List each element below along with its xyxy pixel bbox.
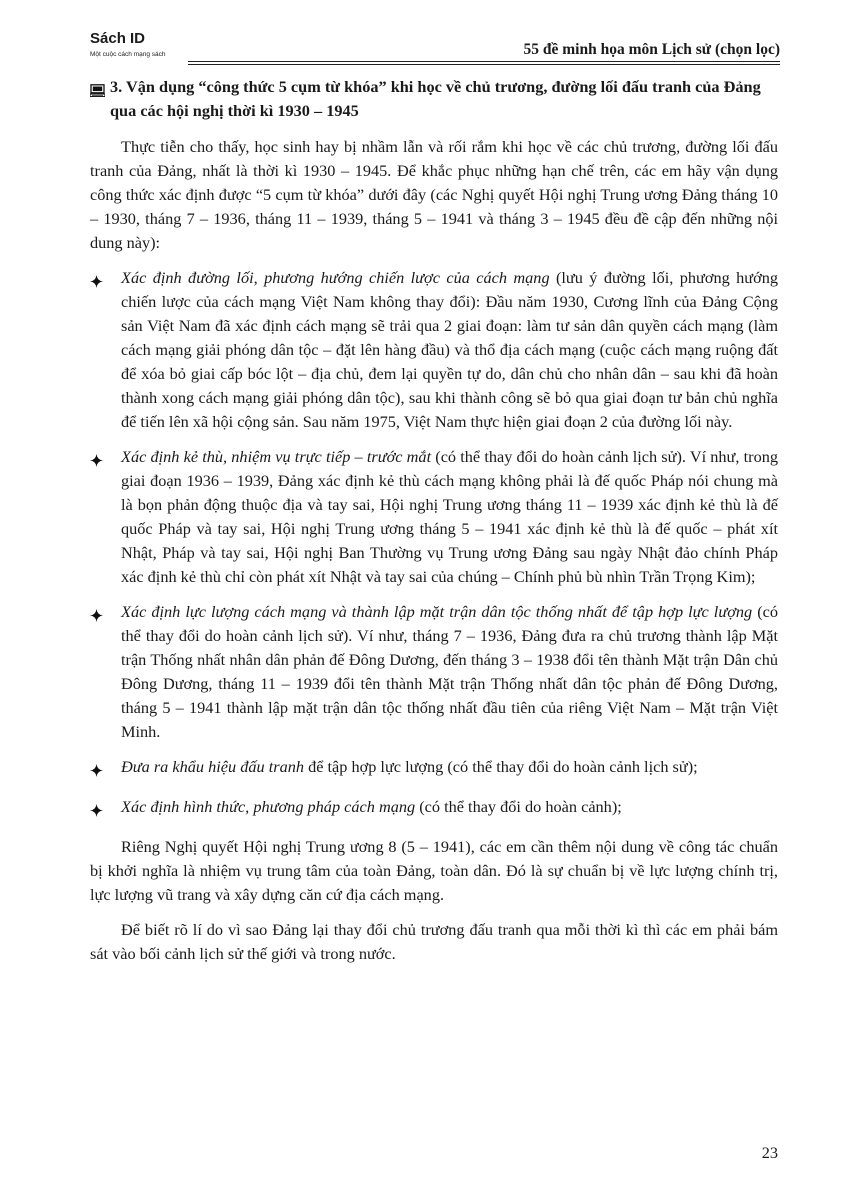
intro-paragraph: Thực tiễn cho thấy, học sinh hay bị nhầm lẫn và rối rắm khi học về các chủ trương, đường lối đấu tranh của Đảng, nhất là thời kì 1930 – 1945. Để khắc phục những hạn chế trên, các em hãy vận dụng công thức xác định được “5 cụm từ khóa” dưới đây (các Nghị quyết Hội nghị Trung ương Đảng tháng 10 – 1930, tháng 7 – 1936, tháng 11 – 1939, tháng 5 – 1941 và tháng 3 – 1945 đều đề cập đến những nội dung này): <box>90 137 778 252</box>
list-item-text <box>121 600 778 744</box>
list-item-detail: (có thể thay đổi do hoàn cảnh lịch sử). Ví như, trong giai đoạn 1936 – 1939, Đảng xác định kẻ thù cách mạng không phải là đế quốc Pháp nói chung mà là bọn phản động thuộc địa và tay sai, Hội nghị Trung ương tháng 11 – 1939 xác định kẻ thù là đế quốc Pháp và tay sai, Hội nghị Trung ương tháng 5 – 1941 xác định kẻ thù là đế quốc – phát xít Nhật, Pháp và tay sai, Hội nghị Ban Thường vụ Trung ương Đảng sau ngày Nhật đảo chính Pháp xác định kẻ thù chỉ còn phát xít Nhật và tay sai của chúng – Chính phủ bù nhìn Trần Trọng Kim); <box>121 447 778 586</box>
diamond-bullet-icon <box>90 795 121 824</box>
key-phrase: Đưa ra khẩu hiệu đấu tranh <box>121 757 304 776</box>
header-rule-thick <box>188 61 780 62</box>
list-item <box>90 755 778 784</box>
list-item-text <box>121 795 778 824</box>
section-heading-text: 3. Vận dụng “công thức 5 cụm từ khóa” khi học về chủ trương, đường lối đấu tranh của Đảng qua các hội nghị thời kì 1930 – 1945 <box>110 77 761 120</box>
diamond-bullet-icon <box>90 266 121 434</box>
book-title: 55 đề minh họa môn Lịch sử (chọn lọc) <box>523 41 780 58</box>
page-number: 23 <box>761 1143 778 1162</box>
context-paragraph: Để biết rõ lí do vì sao Đảng lại thay đổi chủ trương đấu tranh qua mỗi thời kì thì các em phải bám sát vào bối cảnh lịch sử thế giới và trong nước. <box>90 920 778 963</box>
diamond-bullet-icon <box>90 755 121 784</box>
list-item <box>90 266 778 434</box>
list-item-detail: (có thể thay đổi do hoàn cảnh lịch sử). Ví như, tháng 7 – 1936, Đảng đưa ra chủ trương thành lập Mặt trận Thống nhất nhân dân phản đế Đông Dương, đến tháng 3 – 1938 đổi tên thành Mặt trận Dân chủ Đông Dương, tháng 11 – 1939 đổi tên thành Mặt trận Thống nhất dân tộc phản đế Đông Dương, tháng 5 – 1941 thành lập mặt trận dân tộc thống nhất đầu tiên của riêng Việt Nam – Mặt trận Việt Minh. <box>121 602 778 741</box>
list-item-text <box>121 445 778 589</box>
list-item-text <box>121 266 778 434</box>
list-item <box>90 600 778 744</box>
key-phrase: Xác định lực lượng cách mạng và thành lập mặt trận dân tộc thống nhất để tập hợp lực lượng <box>121 602 753 621</box>
list-item <box>90 445 778 589</box>
list-item-detail: (có thể thay đổi do hoàn cảnh); <box>415 797 622 816</box>
computer-icon <box>90 75 110 123</box>
brand-subtitle: Một cuộc cách mạng sách <box>90 51 166 58</box>
section-heading <box>90 75 778 123</box>
key-phrase: Xác định đường lối, phương hướng chiến lược của cách mạng <box>121 268 550 287</box>
key-phrase: Xác định hình thức, phương pháp cách mạng <box>121 797 416 816</box>
list-item-text <box>121 755 778 784</box>
page-header <box>90 30 780 66</box>
key-phrase: Xác định kẻ thù, nhiệm vụ trực tiếp – trước mắt <box>121 447 432 466</box>
diamond-bullet-icon <box>90 600 121 744</box>
list-item <box>90 795 778 824</box>
list-item-detail: (lưu ý đường lối, phương hướng chiến lược của cách mạng Việt Nam không thay đổi): Đầu năm 1930, Cương lĩnh của Đảng Cộng sản Việt Nam đã xác định cách mạng sẽ trải qua 2 giai đoạn: làm tư sản dân quyền cách mạng (làm cách mạng giải phóng dân tộc – đặt lên hàng đầu) và thổ địa cách mạng (cuộc cách mạng ruộng đất để xóa bỏ giai cấp bóc lột – địa chủ, đem lại quyền tự do, dân chủ cho nhân dân – sau khi đã hoàn thành xong cách mạng giải phóng dân tộc), sau khi thành công sẽ bỏ qua giai đoạn tư bản chủ nghĩa để tiến lên xã hội cộng sản. Sau năm 1975, Việt Nam thực hiện giai đoạn 2 của đường lối này. <box>121 268 778 431</box>
brand-title: Sách ID <box>90 30 146 47</box>
resolution-paragraph: Riêng Nghị quyết Hội nghị Trung ương 8 (5 – 1941), các em cần thêm nội dung về công tác chuẩn bị khởi nghĩa là nhiệm vụ trung tâm của toàn Đảng, toàn dân. Đó là sự chuẩn bị về lực lượng chính trị, lực lượng vũ trang và xây dựng căn cứ địa cách mạng. <box>90 837 778 904</box>
diamond-bullet-icon <box>90 445 121 589</box>
list-item-detail: để tập hợp lực lượng (có thể thay đổi do hoàn cảnh lịch sử); <box>304 757 698 776</box>
page-content <box>90 75 778 966</box>
header-rule-thin <box>188 64 780 65</box>
